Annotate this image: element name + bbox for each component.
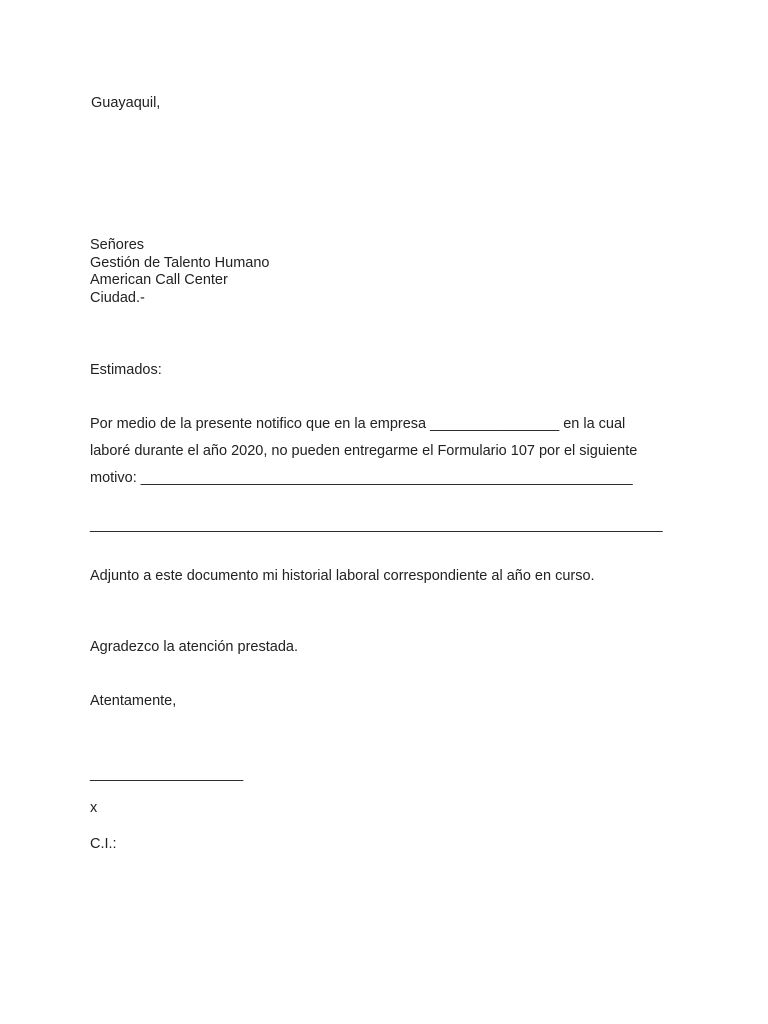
signature-name: x	[90, 800, 98, 816]
addressee-line-1: Señores	[90, 237, 145, 253]
signature-id-label: C.I.:	[90, 836, 117, 852]
closing: Atentamente,	[90, 693, 177, 709]
body-line-4: _______________________________________________________________________	[90, 517, 663, 533]
addressee-line-2: Gestión de Talento Humano	[90, 255, 270, 271]
body-line-1: Por medio de la presente notifico que en la empresa ________________ en la cual	[90, 416, 626, 432]
greeting: Estimados:	[90, 362, 162, 378]
signature-line: ___________________	[90, 766, 244, 782]
thanks-line: Agradezco la atención prestada.	[90, 639, 298, 655]
addressee-line-4: Ciudad.-	[90, 290, 145, 306]
body-line-2: laboré durante el año 2020, no pueden entregarme el Formulario 107 por el siguiente	[90, 443, 638, 459]
attachment-line: Adjunto a este documento mi historial laboral correspondiente al año en curso.	[90, 568, 595, 584]
city-line: Guayaquil,	[91, 95, 161, 111]
body-line-3: motivo: _____________________________________________________________	[90, 470, 633, 486]
addressee-line-3: American Call Center	[90, 272, 228, 288]
